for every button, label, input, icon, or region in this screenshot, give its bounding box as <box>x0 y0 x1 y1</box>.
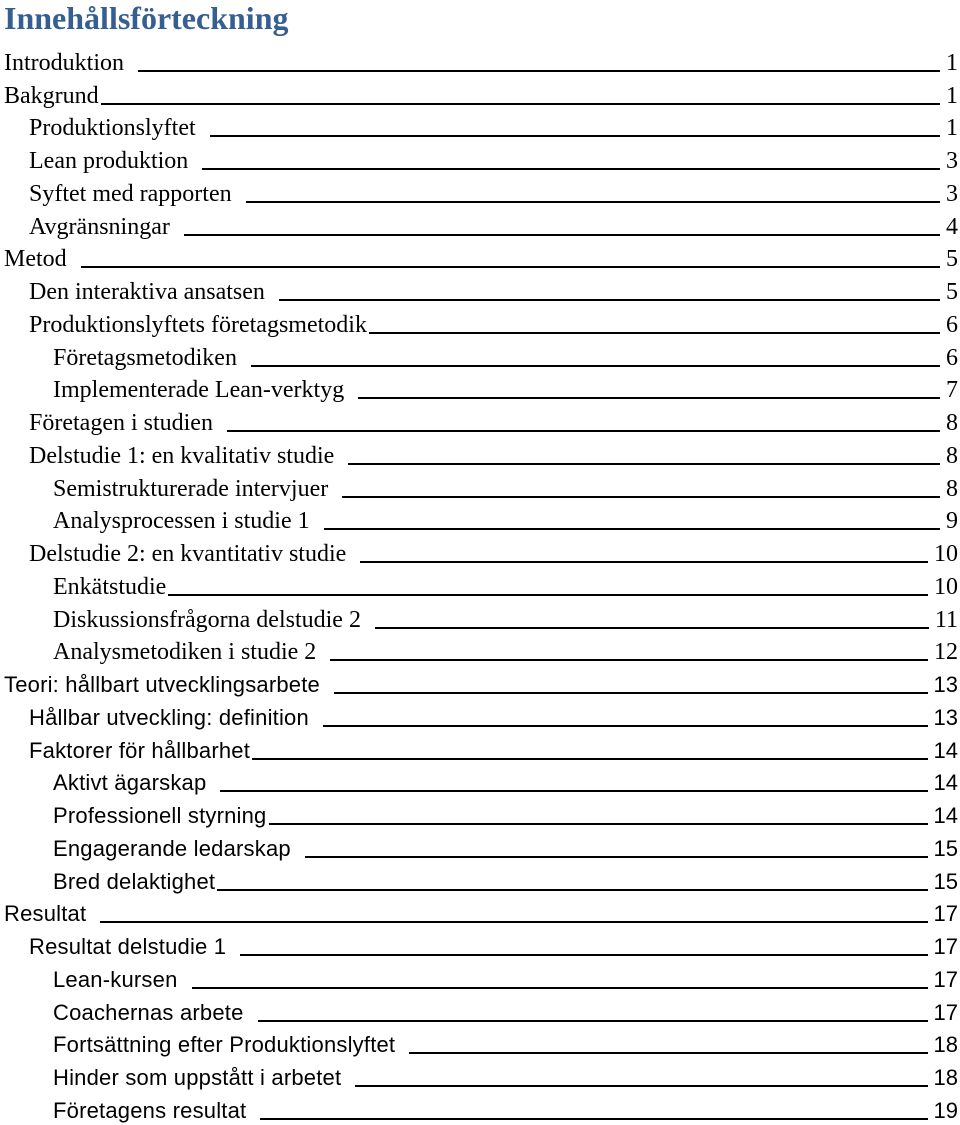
toc-page-number: 1 <box>946 115 958 142</box>
toc-entry-label: Resultat <box>4 901 87 927</box>
toc-entry-resultat[interactable] <box>0 896 960 929</box>
toc-entry-label: Analysprocessen i studie 1 <box>53 508 310 535</box>
toc-page-number: 6 <box>946 311 958 338</box>
toc-page-number: 10 <box>934 541 958 567</box>
toc-leader-line <box>210 135 940 137</box>
toc-entry-faktorer-for-hallbarhet[interactable] <box>0 732 960 765</box>
toc-entry-syftet-med-rapporten[interactable] <box>0 175 960 208</box>
toc-page-number: 4 <box>946 213 958 240</box>
toc-entry-label: Teori: hållbart utvecklingsarbete <box>4 672 320 697</box>
toc-entry-label: Aktivt ägarskap <box>53 770 207 796</box>
toc-entry-label: Lean produktion <box>29 148 189 174</box>
toc-entry-foretagens-resultat[interactable] <box>0 1092 960 1125</box>
toc-entry-lean-produktion[interactable] <box>0 142 960 175</box>
toc-entry-lean-kursen[interactable] <box>0 961 960 994</box>
toc-leader-line <box>323 725 928 727</box>
toc-page-number: 15 <box>933 835 958 861</box>
toc-page-number: 13 <box>933 704 958 730</box>
toc-leader-line <box>101 103 940 105</box>
toc-page-number: 17 <box>933 934 958 959</box>
toc-entry-label: Implementerade Lean-verktyg <box>53 377 345 404</box>
toc-page-number: 11 <box>934 606 958 633</box>
toc-page-number: 6 <box>946 344 958 371</box>
toc-leader-line <box>279 299 940 301</box>
toc-entry-label: Bakgrund <box>4 82 99 109</box>
toc-entry-analysmetodiken-i-studie-2[interactable] <box>0 634 960 667</box>
toc-leader-line <box>324 528 940 530</box>
toc-page-number: 1 <box>946 82 958 109</box>
toc-leader-line <box>202 168 940 170</box>
toc-page-number: 5 <box>946 246 958 273</box>
toc-entry-delstudie-2[interactable] <box>0 535 960 568</box>
toc-entry-label: Professionell styrning <box>53 803 267 828</box>
toc-page-number: 17 <box>933 999 958 1025</box>
toc-page-number: 8 <box>946 442 958 469</box>
toc-entry-label: Resultat delstudie 1 <box>29 934 227 959</box>
toc-entry-label: Bred delaktighet <box>53 868 216 894</box>
toc-page-number: 14 <box>933 803 958 828</box>
toc-entry-den-interaktiva-ansatsen[interactable] <box>0 273 960 306</box>
toc-leader-line <box>252 758 927 760</box>
toc-entry-professionell-styrning[interactable] <box>0 797 960 830</box>
toc-entry-label: Engagerande ledarskap <box>53 835 291 861</box>
toc-leader-line <box>251 365 940 367</box>
toc-entry-coachernas-arbete[interactable] <box>0 994 960 1027</box>
toc-leader-line <box>100 921 927 923</box>
toc-entry-foretagen-i-studien[interactable] <box>0 404 960 437</box>
toc-page-number: 12 <box>934 639 958 666</box>
toc-page-number: 1 <box>946 49 958 76</box>
toc-page-number: 3 <box>946 180 958 207</box>
toc-leader-line <box>334 692 928 694</box>
toc-page-number: 17 <box>933 966 958 992</box>
toc-list <box>0 44 960 1125</box>
toc-title: Innehållsförteckning <box>4 0 289 36</box>
toc-leader-line <box>168 594 928 596</box>
toc-entry-label: Faktorer för hållbarhet <box>29 737 251 763</box>
toc-leader-line <box>192 987 928 989</box>
toc-leader-line <box>369 332 940 334</box>
toc-entry-aktivt-agarskap[interactable] <box>0 765 960 798</box>
toc-entry-bakgrund[interactable] <box>0 77 960 110</box>
toc-leader-line <box>358 397 940 399</box>
toc-page-number: 7 <box>946 377 958 404</box>
toc-entry-label: Företagen i studien <box>29 410 213 436</box>
toc-page-number: 10 <box>934 573 958 600</box>
toc-entry-label: Diskussionsfrågorna delstudie 2 <box>53 606 361 633</box>
toc-entry-label: Delstudie 1: en kvalitativ studie <box>29 442 335 469</box>
toc-leader-line <box>81 266 940 268</box>
toc-entry-label: Fortsättning efter Produktionslyftet <box>53 1032 396 1058</box>
toc-entry-engagerande-ledarskap[interactable] <box>0 830 960 863</box>
toc-page-number: 3 <box>946 148 958 174</box>
toc-leader-line <box>409 1052 927 1054</box>
toc-entry-hinder-som-uppstatt-i-arbetet[interactable] <box>0 1059 960 1092</box>
toc-page-number: 15 <box>933 868 958 894</box>
toc-entry-label: Coachernas arbete <box>53 999 244 1025</box>
toc-entry-avgransningar[interactable] <box>0 208 960 241</box>
toc-page-number: 18 <box>933 1032 958 1058</box>
toc-page-number: 14 <box>933 737 958 763</box>
toc-leader-line <box>260 1118 927 1120</box>
toc-page-number: 17 <box>933 901 958 927</box>
toc-entry-bred-delaktighet[interactable] <box>0 863 960 896</box>
toc-page-number: 14 <box>933 770 958 796</box>
toc-leader-line <box>184 234 940 236</box>
toc-leader-line <box>355 1085 927 1087</box>
toc-entry-label: Semistrukturerade intervjuer <box>53 475 329 502</box>
toc-entry-fortsattning-efter-produktionslyftet[interactable] <box>0 1027 960 1060</box>
toc-leader-line <box>246 201 940 203</box>
toc-entry-delstudie-1[interactable] <box>0 437 960 470</box>
toc-entry-label: Hållbar utveckling: definition <box>29 704 309 730</box>
toc-leader-line <box>138 70 940 72</box>
toc-page-number: 5 <box>946 279 958 305</box>
toc-entry-label: Lean-kursen <box>53 966 178 992</box>
toc-entry-semistrukturerade-intervjuer[interactable] <box>0 470 960 503</box>
toc-entry-label: Produktionslyftets företagsmetodik <box>29 311 367 338</box>
toc-leader-line <box>330 659 928 661</box>
toc-leader-line <box>220 790 927 792</box>
toc-entry-diskussionsfragorna-delstudie-2[interactable] <box>0 601 960 634</box>
toc-entry-label: Enkätstudie <box>53 573 167 600</box>
toc-entry-label: Företagsmetodiken <box>53 344 237 371</box>
toc-leader-line <box>375 627 929 629</box>
toc-entry-label: Den interaktiva ansatsen <box>29 279 265 305</box>
toc-entry-label: Introduktion <box>4 49 124 76</box>
toc-page-number: 8 <box>946 475 958 502</box>
toc-entry-enkatstudie[interactable] <box>0 568 960 601</box>
toc-entry-implementerade-lean-verktyg[interactable] <box>0 372 960 405</box>
toc-entry-label: Företagens resultat <box>53 1097 247 1123</box>
toc-leader-line <box>348 463 940 465</box>
toc-page-number: 18 <box>933 1065 958 1090</box>
toc-leader-line <box>269 823 928 825</box>
toc-entry-metod[interactable] <box>0 241 960 274</box>
toc-entry-hallbar-utveckling-definition[interactable] <box>0 699 960 732</box>
toc-leader-line <box>240 954 927 956</box>
toc-entry-label: Syftet med rapporten <box>29 180 232 207</box>
toc-entry-label: Hinder som uppstått i arbetet <box>53 1065 342 1090</box>
toc-entry-produktionslyftet[interactable] <box>0 110 960 143</box>
toc-page-number: 13 <box>933 672 958 697</box>
toc-leader-line <box>360 561 928 563</box>
toc-entry-foretagsmetodiken[interactable] <box>0 339 960 372</box>
toc-leader-line <box>258 1020 928 1022</box>
toc-entry-label: Produktionslyftet <box>29 115 196 142</box>
toc-page-number: 8 <box>946 410 958 436</box>
toc-entry-teori-hallbart-utvecklingsarbete[interactable] <box>0 666 960 699</box>
toc-leader-line <box>342 496 940 498</box>
toc-leader-line <box>217 889 927 891</box>
toc-entry-resultat-delstudie-1[interactable] <box>0 928 960 961</box>
toc-entry-introduktion[interactable] <box>0 44 960 77</box>
toc-entry-analysprocessen-i-studie-1[interactable] <box>0 503 960 536</box>
toc-page-number: 19 <box>933 1097 958 1123</box>
toc-entry-label: Delstudie 2: en kvantitativ studie <box>29 541 347 567</box>
toc-entry-label: Analysmetodiken i studie 2 <box>53 639 317 666</box>
toc-entry-label: Metod <box>4 246 67 273</box>
toc-entry-produktionslyftets-foretagsmetodik[interactable] <box>0 306 960 339</box>
toc-entry-label: Avgränsningar <box>29 213 170 240</box>
toc-leader-line <box>305 856 928 858</box>
toc-leader-line <box>227 430 940 432</box>
toc-page-number: 9 <box>946 508 958 535</box>
